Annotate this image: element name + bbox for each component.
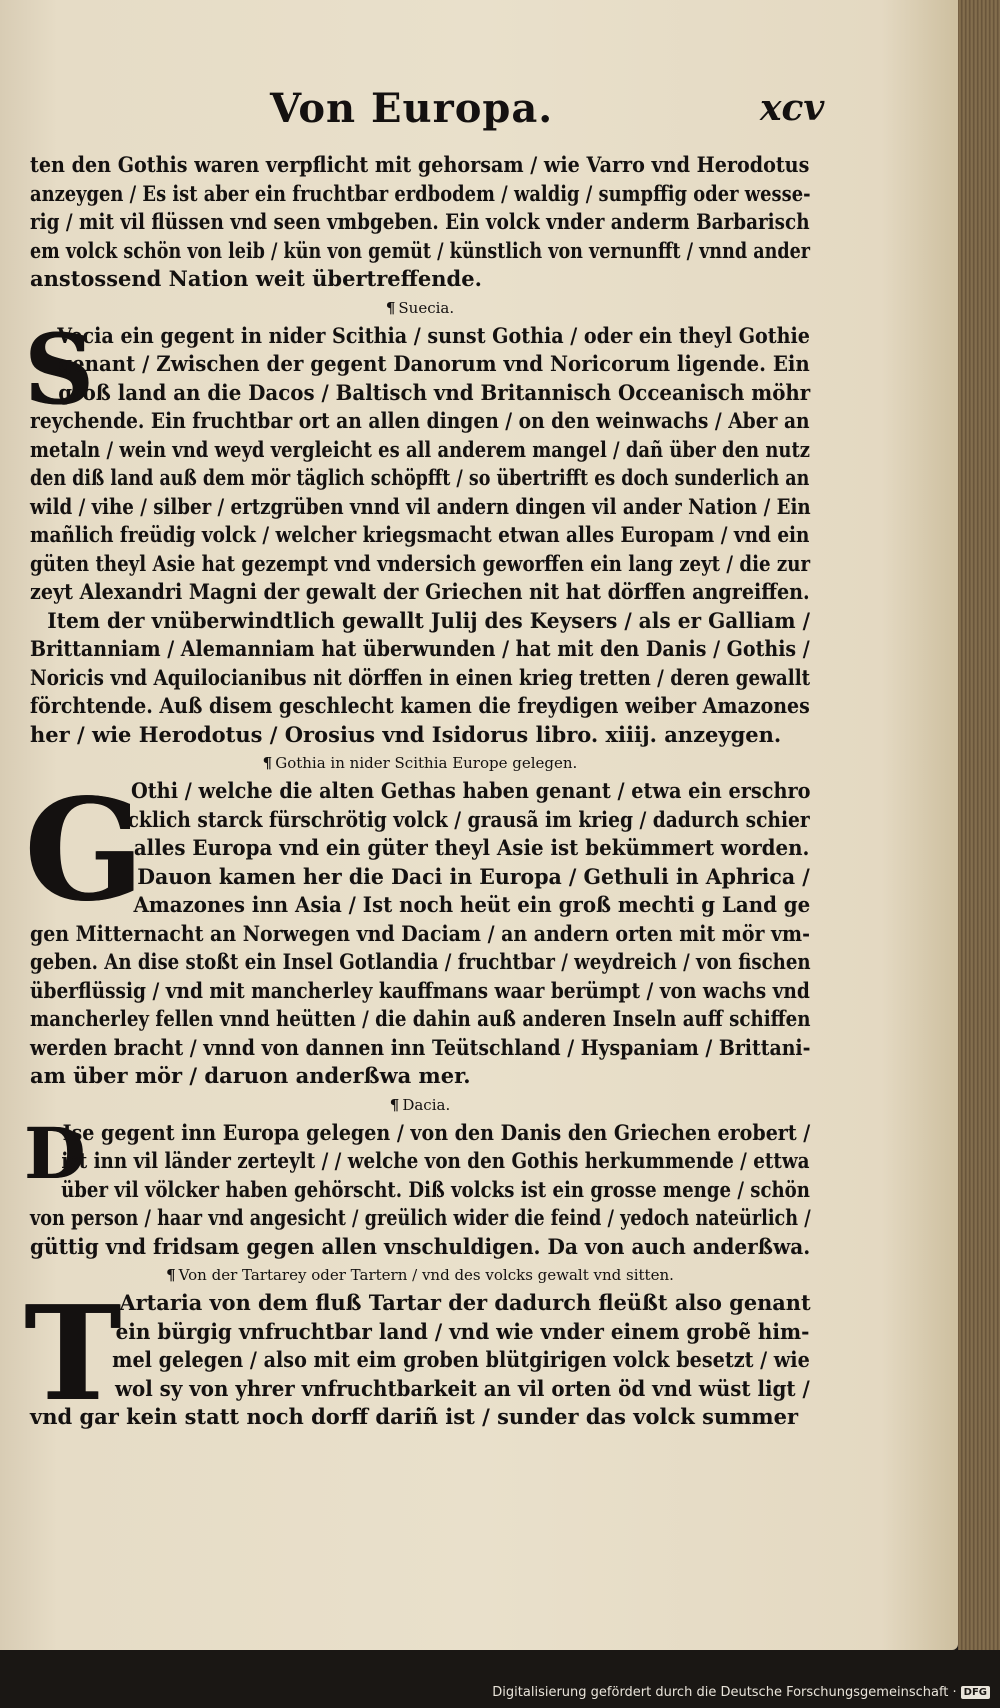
text-line: über vil völcker haben gehörscht. Diß volcks ist ein grosse menge / schön [61,1176,810,1202]
section-heading [30,749,810,777]
section-dacia [24,1111,811,1262]
text-line: genant / Zwischen der gegent Danorum vnd Noricorum ligende. Ein [58,351,810,376]
text-line: güten theyl Asie hat gezempt vnd vndersich geworffen ein lang zeyt / die zur [30,550,811,576]
text-line: mancherley fellen vnnd heütten / die dahin auß anderen Inseln auff schiffen [30,1006,811,1031]
initial-letter: T [24,1277,121,1430]
text-line: groß land an die Dacos / Baltisch vnd Britannisch Occeanisch möhr [58,379,811,405]
funding-note [492,1685,990,1700]
text-line: em volck schön von leib / kün von gemüt / künstlich von vernunfft / vnnd ander [30,237,811,263]
text-line: förchtende. Auß disem geschlecht kamen die freydigen weiber Amazones [30,693,810,718]
section-suecia [24,312,811,750]
text-line: cklich starck fürschrötig volck / grausã im krieg / dadurch schier [127,806,810,832]
text-line: mañlich freüdig volck / welcher kriegsmacht etwan alles Europam / vnd ein [30,522,810,547]
section-heading-text: Dacia. [402,1095,451,1114]
initial-letter: G [24,769,144,933]
text-line: güttig vnd fridsam gegen allen vnschuldigen. Da von auch anderßwa. [30,1233,811,1259]
text-line: Vecia ein gegent in nider Scithia / sunst Gothia / oder ein theyl Gothie [57,322,810,348]
running-title: Von Europa. [270,85,554,132]
text-line: wild / vihe / silber / ertzgrüben vnnd vil andern dingen vil ander Nation / Ein [30,493,811,519]
initial-letter: D [24,1111,85,1195]
text-line: anzeygen / Es ist aber ein fruchtbar erdbodem / waldig / sumpffig oder wesse- [30,180,811,206]
text-line: rig / mit vil flüssen vnd seen vmbgeben. Ein volck vnder anderm Barbarisch [30,209,810,234]
text-line: Ise gegent inn Europa gelegen / von den Danis den Griechen erobert / [62,1119,811,1145]
text-line: von person / haar vnd angesicht / greülich wider die feind / yedoch nateürlich / [30,1205,811,1230]
text-line: reychende. Ein fruchtbar ort an allen dingen / on den weinwachs / Aber an [30,408,810,433]
pilcrow-icon: ¶ [389,1095,400,1114]
text-line: ten den Gothis waren verpflicht mit gehorsam / wie Varro vnd Herodotus [30,152,810,177]
section-heading [30,1261,810,1289]
text-line: ist inn vil länder zerteylt / / welche von den Gothis herkummende / ettwa [61,1148,810,1173]
pilcrow-icon: ¶ [262,754,273,772]
section-heading-text: Gothia in nider Scithia Europe gelegen. [275,754,578,772]
text-line: ein bürgig vnfruchtbar land / vnd wie vnder einem grobẽ him- [115,1318,810,1344]
page-text [24,85,825,1432]
text-line: Amazones inn Asia / Ist noch heüt ein groß mechti g Land ge [133,892,811,917]
text-line: Brittanniam / Alemanniam hat überwunden / hat mit den Danis / Gothis / [30,636,810,661]
text-line: geben. An dise stoßt ein Insel Gotlandia / fruchtbar / weydreich / von fischen [30,949,811,974]
section-heading-text: Von der Tartarey oder Tartern / vnd des volcks gewalt vnd sitten. [178,1266,674,1284]
text-line: Othi / welche die alten Gethas haben genant / etwa ein erschro [130,778,811,803]
text-line: den diß land auß dem mör täglich schöpfft / so übertrifft es doch sunderlich an [30,465,810,490]
pilcrow-icon: ¶ [166,1266,176,1284]
text-line: wol sy von yhrer vnfruchtbarkeit an vil orten öd vnd wüst ligt / [114,1375,810,1401]
intro-paragraph [30,151,810,294]
text-line: werden bracht / vnnd von dannen inn Teütschland / Hyspaniam / Brittani- [30,1034,811,1060]
text-line: anstossend Nation weit übertreffende. [30,266,482,291]
text-line: Dauon kamen her die Daci in Europa / Gethuli in Aphrica / [137,863,810,889]
text-line: alles Europa vnd ein güter theyl Asie ist bekümmert worden. [133,835,810,860]
text-line: Item der vnüberwindtlich gewallt Julij des Keysers / als er Galliam / [47,607,810,633]
text-line: mel gelegen / also mit eim groben blütgirigen volck besetzt / wie [112,1347,810,1372]
page-edges [958,0,1000,1660]
text-line: metaln / wein vnd weyd vergleicht es all anderem mangel / dañ über den nutz [30,436,810,462]
section-heading-text: Suecia. [398,298,455,317]
text-line: Artaria von dem fluß Tartar der dadurch fleüßt also genant [119,1290,811,1315]
funding-text: Digitalisierung gefördert durch die Deutsche Forschungsgemeinschaft · [492,1685,957,1700]
text-line: gen Mitternacht an Norwegen vnd Daciam / an andern orten mit mör vm- [30,920,810,946]
section-heading [30,294,810,322]
text-line: Noricis vnd Aquilocianibus nit dörffen in einen krieg tretten / deren gewallt [30,664,811,690]
text-line: her / wie Herodotus / Orosius vnd Isidorus libro. xiiij. anzeygen. [30,721,782,747]
section-tartarey [24,1277,811,1432]
section-heading [30,1091,810,1119]
text-line: überflüssig / vnd mit mancherley kauffmans waar berümpt / von wachs vnd [30,977,810,1003]
text-line: vnd gar kein statt noch dorff dariñ ist / sunder das volck summer [30,1404,799,1429]
pilcrow-icon: ¶ [385,298,396,317]
running-head [30,85,825,145]
folio-number: xcv [760,87,825,129]
text-line: am über mör / daruon anderßwa mer. [30,1063,471,1088]
initial-letter: S [24,312,94,426]
text-line: zeyt Alexandri Magni der gewalt der Griechen nit hat dörffen angreiffen. [30,579,810,604]
footer-bar [0,1650,1000,1708]
section-gothia [24,769,811,1091]
dfg-logo-icon: DFG [961,1686,990,1699]
